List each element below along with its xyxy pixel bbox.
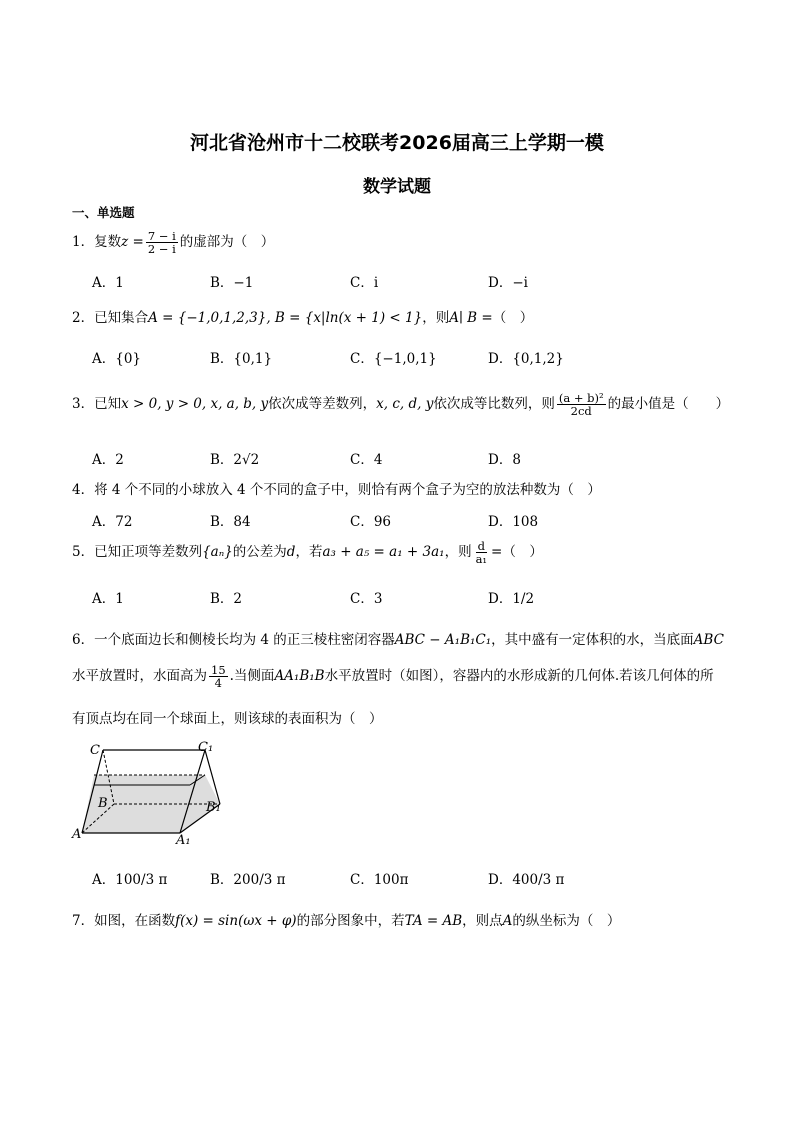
option-d[interactable]: D．8 — [488, 452, 521, 468]
question-text: 的公差为 — [232, 544, 287, 561]
option-a[interactable]: A．{0} — [92, 351, 142, 367]
math-expression: TA = AB — [404, 913, 463, 929]
option-a[interactable]: A．1 — [92, 275, 124, 291]
question-text: 如图，在函数 — [94, 913, 176, 929]
math-expression: x > 0, y > 0, x, a, b, y — [121, 396, 269, 413]
math-expression: {aₙ} — [202, 544, 233, 561]
label-a1: A₁ — [176, 833, 191, 848]
math-expression: AA₁B₁B — [274, 668, 325, 685]
question-text: 的部分图象中，若 — [296, 913, 405, 929]
question-text: 依次成等差数列， — [268, 396, 377, 413]
question-text: 已知集合 — [94, 310, 149, 326]
math-expression: x, c, d, y — [376, 396, 434, 413]
question-text: 水平放置时（如图），容器内的水形成新的几何体.若该几何体的所 — [324, 668, 714, 685]
question-text: 水平放置时，水面高为 — [72, 668, 207, 685]
fraction-denominator: 2cd — [570, 404, 592, 419]
fraction — [557, 392, 606, 417]
question-1 — [72, 230, 274, 255]
question-number: 2． — [72, 310, 95, 326]
option-c[interactable]: C．4 — [350, 452, 383, 468]
question-text: 依次成等比数列，则 — [433, 396, 555, 413]
option-b[interactable]: B．2 — [210, 591, 243, 607]
question-4 — [72, 478, 601, 498]
question-number: 7． — [72, 913, 95, 929]
option-a[interactable]: A．72 — [92, 514, 133, 530]
question-number: 6． — [72, 632, 95, 648]
math-expression: A = {−1,0,1,2,3}, B = {x|ln(x + 1) < 1} — [148, 310, 423, 326]
option-b[interactable]: B．−1 — [210, 275, 254, 291]
question-number: 4． — [72, 482, 95, 498]
question-text: 已知正项等差数列 — [94, 544, 203, 561]
math-expression: f(x) = sin(ωx + φ) — [175, 913, 297, 929]
question-2 — [72, 306, 533, 326]
question-text: 一个底面边长和侧棱长均为 4 的正三棱柱密闭容器 — [94, 632, 395, 648]
question-3 — [72, 392, 729, 417]
label-b1: B₁ — [206, 800, 221, 815]
question-text: ，其中盛有一定体积的水，当底面 — [491, 632, 694, 648]
label-c: C — [90, 743, 100, 758]
question-text: 将 4 个不同的小球放入 4 个不同的盒子中，则恰有两个盒子为空的放法种数为（ ） — [94, 482, 601, 498]
fraction-denominator: 2 − i — [147, 242, 176, 257]
section-heading: 一、单选题 — [72, 205, 135, 220]
option-a[interactable]: A．100/3 π — [92, 872, 168, 888]
question-number: 1． — [72, 234, 95, 251]
fraction-denominator: a₁ — [475, 552, 488, 567]
option-c[interactable]: C．3 — [350, 591, 383, 607]
question-text: 的纵坐标为（ ） — [512, 913, 621, 929]
option-b[interactable]: B．{0,1} — [210, 351, 273, 367]
question-text: （ ） — [492, 310, 534, 326]
option-c[interactable]: C．100π — [350, 872, 409, 888]
question-text: 已知 — [94, 396, 122, 413]
question-text: ，则点 — [462, 913, 503, 929]
question-6-line-2 — [72, 664, 714, 689]
question-number: 5． — [72, 544, 95, 561]
option-b[interactable]: B．200/3 π — [210, 872, 286, 888]
question-text: 复数 — [94, 234, 122, 251]
math-expression: ABC − A₁B₁C₁ — [394, 632, 492, 648]
fraction — [209, 664, 228, 689]
option-d[interactable]: D．{0,1,2} — [488, 351, 564, 367]
prism-figure — [70, 738, 230, 848]
question-text: 的最小值是（ ） — [607, 396, 730, 413]
math-expression: ABC — [693, 632, 724, 648]
fraction-denominator: 4 — [214, 676, 222, 691]
question-6-line-1 — [72, 628, 724, 648]
option-a[interactable]: A．1 — [92, 591, 124, 607]
question-number: 3． — [72, 396, 95, 413]
page-title: 河北省沧州市十二校联考2026届高三上学期一模 — [190, 132, 604, 154]
fraction-numerator: 15 — [211, 663, 226, 677]
question-text: .当侧面 — [229, 668, 275, 685]
option-c[interactable]: C．96 — [350, 514, 392, 530]
option-d[interactable]: D．1/2 — [488, 591, 535, 607]
fraction-numerator: d — [477, 539, 485, 553]
math-expression: A∣ B = — [449, 310, 493, 326]
question-text: ，则 — [444, 544, 472, 561]
option-c[interactable]: C．i — [350, 275, 379, 291]
label-b: B — [98, 796, 108, 811]
option-d[interactable]: D．108 — [488, 514, 539, 530]
option-a[interactable]: A．2 — [92, 452, 124, 468]
option-c[interactable]: C．{−1,0,1} — [350, 351, 437, 367]
label-a: A — [72, 827, 82, 842]
question-text: ，若 — [295, 544, 323, 561]
math-expression: a₃ + a₅ = a₁ + 3a₁ — [322, 544, 445, 561]
question-6-line-3: 有顶点均在同一个球面上，则该球的表面积为（ ） — [72, 711, 383, 727]
question-text: =（ ） — [491, 544, 543, 561]
label-c1: C₁ — [198, 740, 214, 755]
option-b[interactable]: B．84 — [210, 514, 251, 530]
option-b[interactable]: B．2√2 — [210, 452, 260, 468]
math-expression: A — [502, 913, 513, 929]
fraction — [146, 230, 178, 255]
fraction-numerator: (a + b)² — [558, 391, 604, 405]
option-d[interactable]: D．−i — [488, 275, 528, 291]
question-text: 的虚部为（ ） — [179, 234, 275, 251]
question-5 — [72, 540, 543, 565]
question-7 — [72, 909, 620, 929]
fraction-numerator: 7 − i — [147, 229, 176, 243]
math-expression: d — [286, 544, 296, 561]
math-expression: z = — [121, 234, 144, 251]
fraction — [474, 540, 489, 565]
page-subtitle: 数学试题 — [363, 177, 431, 197]
option-d[interactable]: D．400/3 π — [488, 872, 565, 888]
question-text: ，则 — [422, 310, 450, 326]
